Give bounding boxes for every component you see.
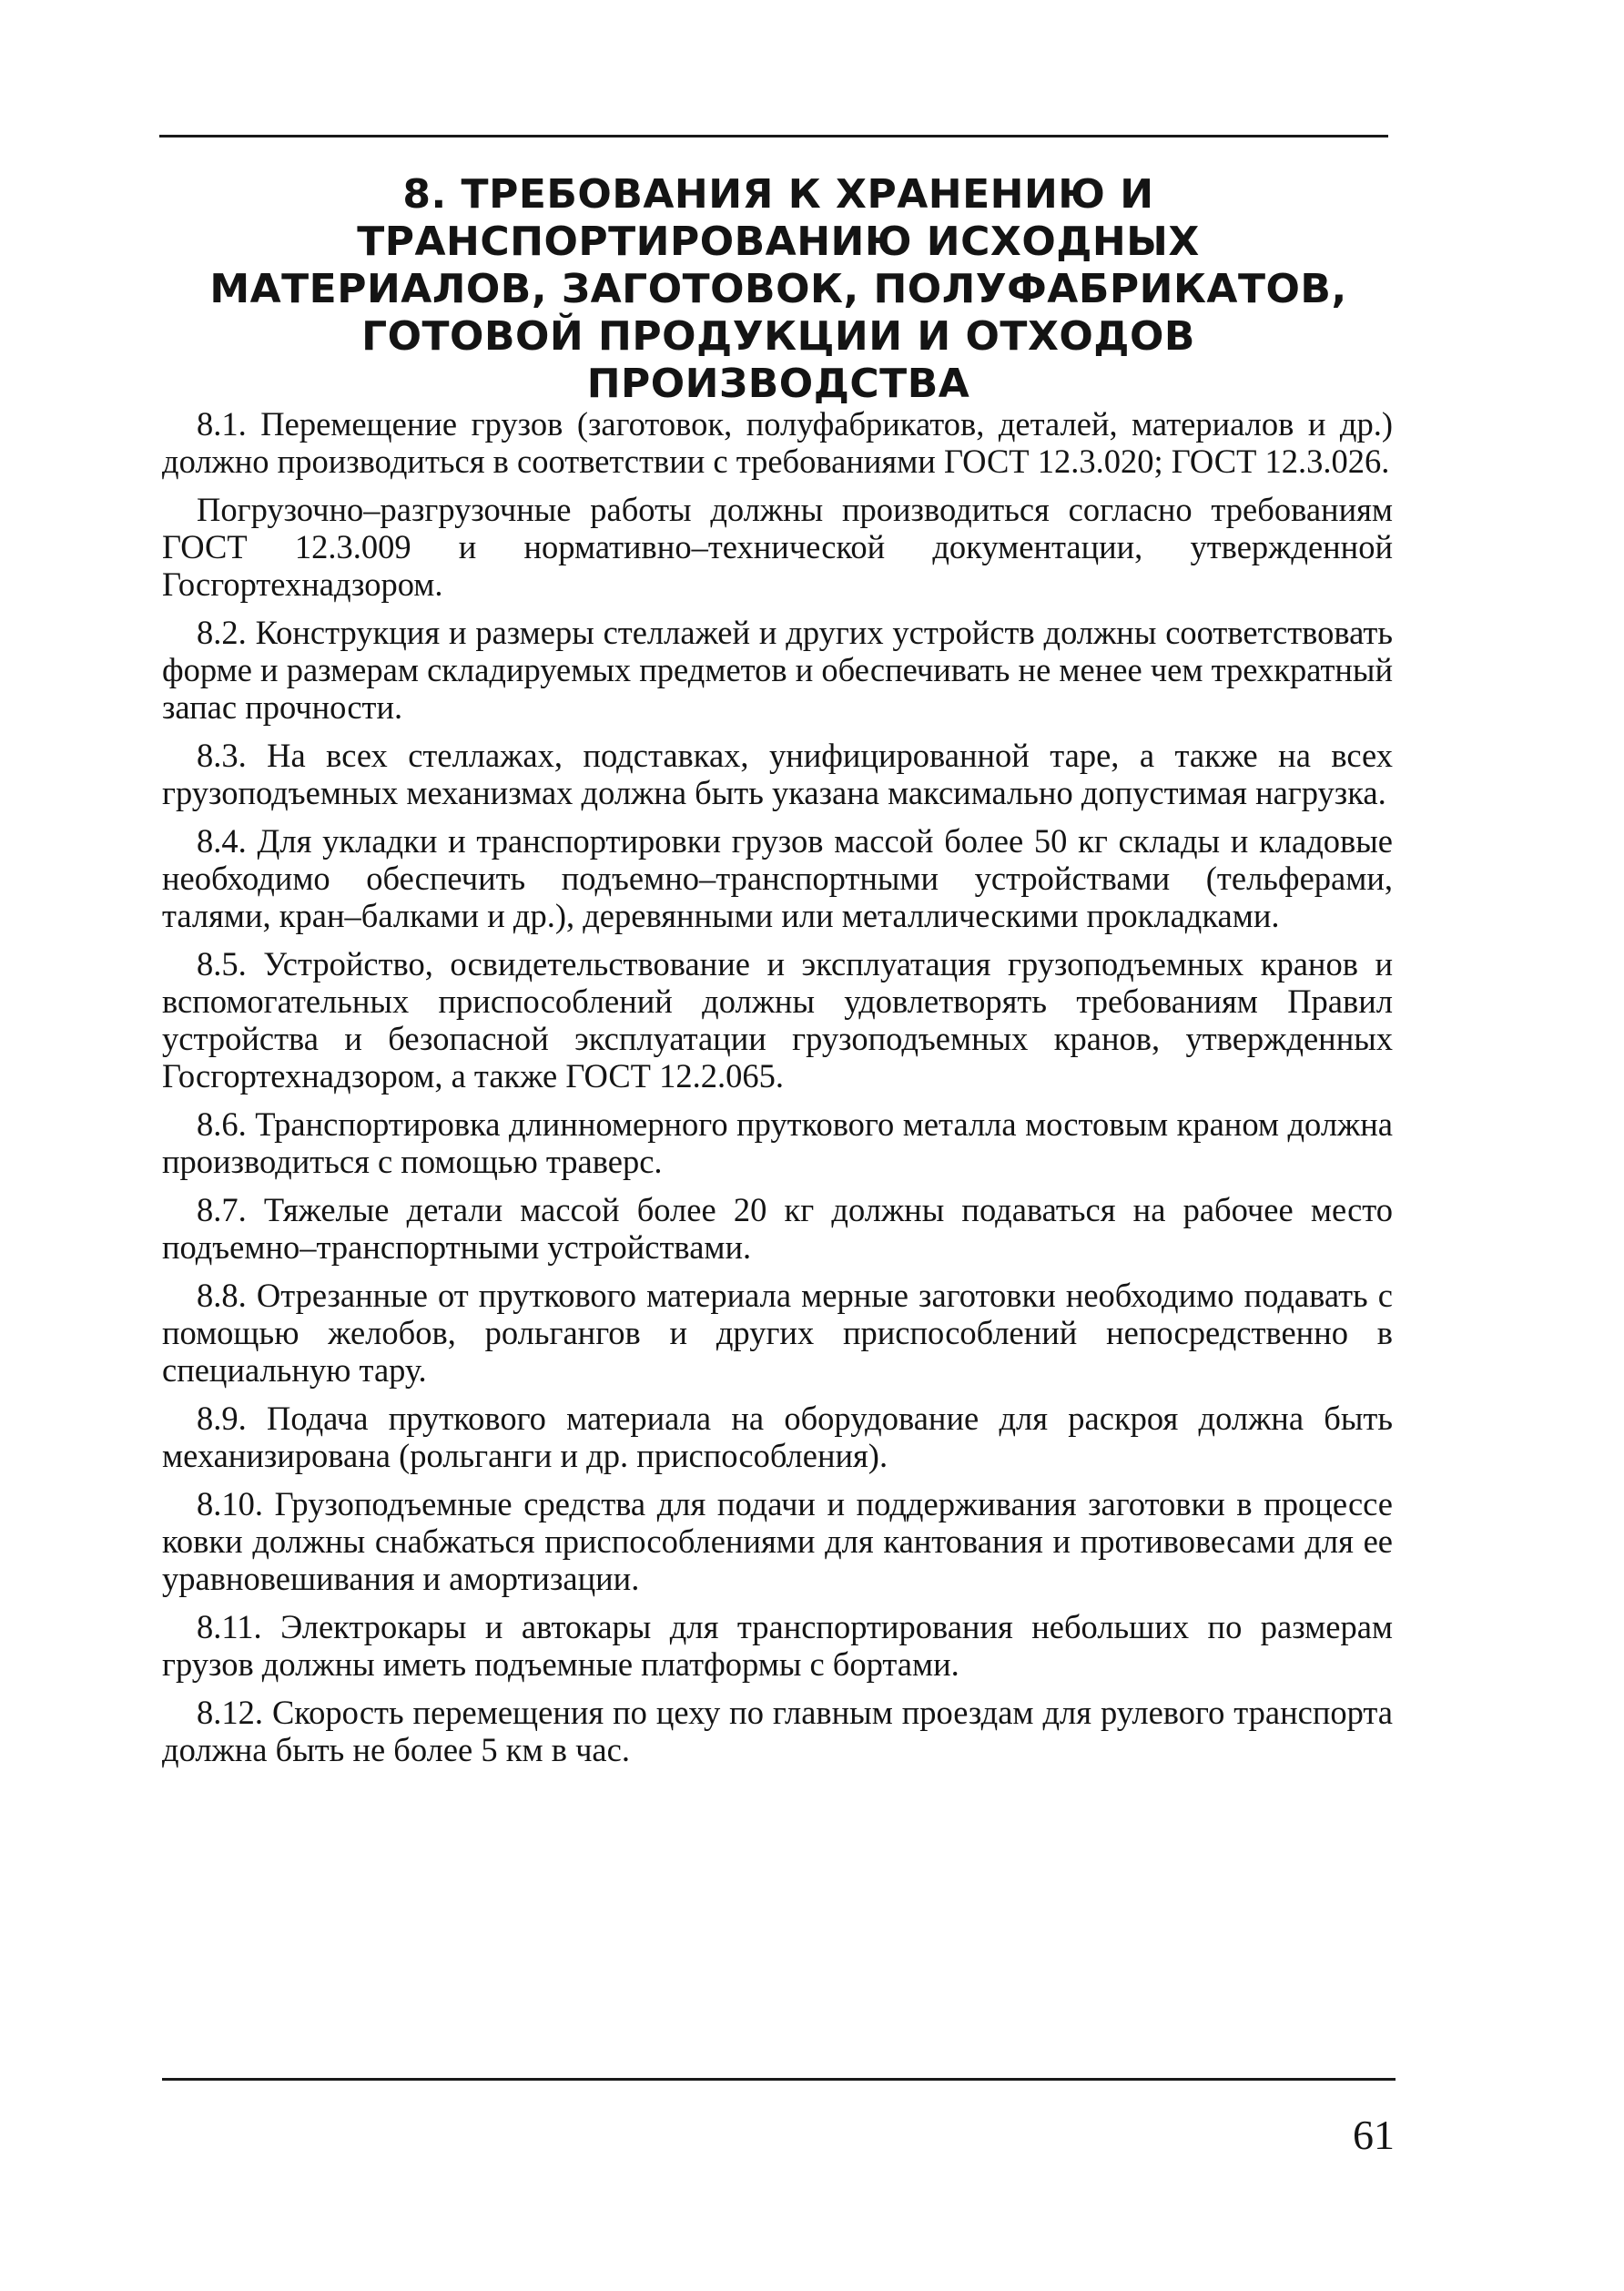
top-rule (159, 135, 1388, 137)
heading-line: ТРАНСПОРТИРОВАНИЮ ИСХОДНЫХ (357, 219, 1200, 265)
paragraph-8-2: 8.2. Конструкция и размеры стеллажей и других устройств должны соответствовать форме и размерам складируемых предметов и обеспечивать не менее чем трехкратный запас прочности. (162, 614, 1393, 726)
paragraph-8-4: 8.4. Для укладки и транспортировки грузов массой более 50 кг склады и кладовые необходимо обеспечить подъемно–транспортными устройствами (тельферами, талями, кран–балками и др.), деревянными или металлическими прокладками. (162, 822, 1393, 934)
paragraph-8-1-loading: Погрузочно–разгрузочные работы должны производиться согласно требованиям ГОСТ 12.3.009 и нормативно–технической документации, утвержденной Госгортехнадзором. (162, 491, 1393, 603)
heading-line: ПРОИЗВОДСТВА (586, 361, 970, 407)
heading-line: МАТЕРИАЛОВ, ЗАГОТОВОК, ПОЛУФАБРИКАТОВ, (209, 266, 1347, 312)
heading-line: ГОТОВОЙ ПРОДУКЦИИ И ОТХОДОВ (361, 313, 1195, 360)
paragraph-8-6: 8.6. Транспортировка длинномерного пруткового металла мостовым краном должна производиться с помощью траверс. (162, 1105, 1393, 1180)
heading-line: 8. ТРЕБОВАНИЯ К ХРАНЕНИЮ И (402, 171, 1154, 218)
paragraph-8-3: 8.3. На всех стеллажах, подставках, унифицированной таре, а также на всех грузоподъемных механизмах должна быть указана максимально допустимая нагрузка. (162, 737, 1393, 811)
paragraph-8-12: 8.12. Скорость перемещения по цеху по главным проездам для рулевого транспорта должна быть не более 5 км в час. (162, 1694, 1393, 1768)
section-heading (159, 171, 1397, 408)
paragraph-8-9: 8.9. Подача пруткового материала на оборудование для раскроя должна быть механизирована (рольганги и др. приспособления). (162, 1400, 1393, 1474)
bottom-rule (162, 2078, 1396, 2081)
page-number: 61 (1353, 2112, 1395, 2158)
paragraph-8-8: 8.8. Отрезанные от пруткового материала мерные заготовки необходимо подавать с помощью желобов, рольгангов и других приспособлений непосредственно в специальную тару. (162, 1277, 1393, 1389)
paragraph-8-7: 8.7. Тяжелые детали массой более 20 кг должны подаваться на рабочее место подъемно–транспортными устройствами. (162, 1191, 1393, 1266)
paragraph-8-11: 8.11. Электрокары и автокары для транспортирования небольших по размерам грузов должны иметь подъемные платформы с бортами. (162, 1608, 1393, 1683)
body-text (162, 405, 1393, 1779)
paragraph-8-5: 8.5. Устройство, освидетельствование и эксплуатация грузоподъемных кранов и вспомогательных приспособлений должны удовлетворять требованиям Правил устройства и безопасной эксплуатации грузоподъемных кранов, утвержденных Госгортехнадзором, а также ГОСТ 12.2.065. (162, 945, 1393, 1095)
paragraph-8-1: 8.1. Перемещение грузов (заготовок, полуфабрикатов, деталей, материалов и др.) должно производиться в соответствии с требованиями ГОСТ 12.3.020; ГОСТ 12.3.026. (162, 405, 1393, 480)
paragraph-8-10: 8.10. Грузоподъемные средства для подачи и поддерживания заготовки в процессе ковки должны снабжаться приспособлениями для кантования и противовесами для ее уравновешивания и амортизации. (162, 1485, 1393, 1597)
